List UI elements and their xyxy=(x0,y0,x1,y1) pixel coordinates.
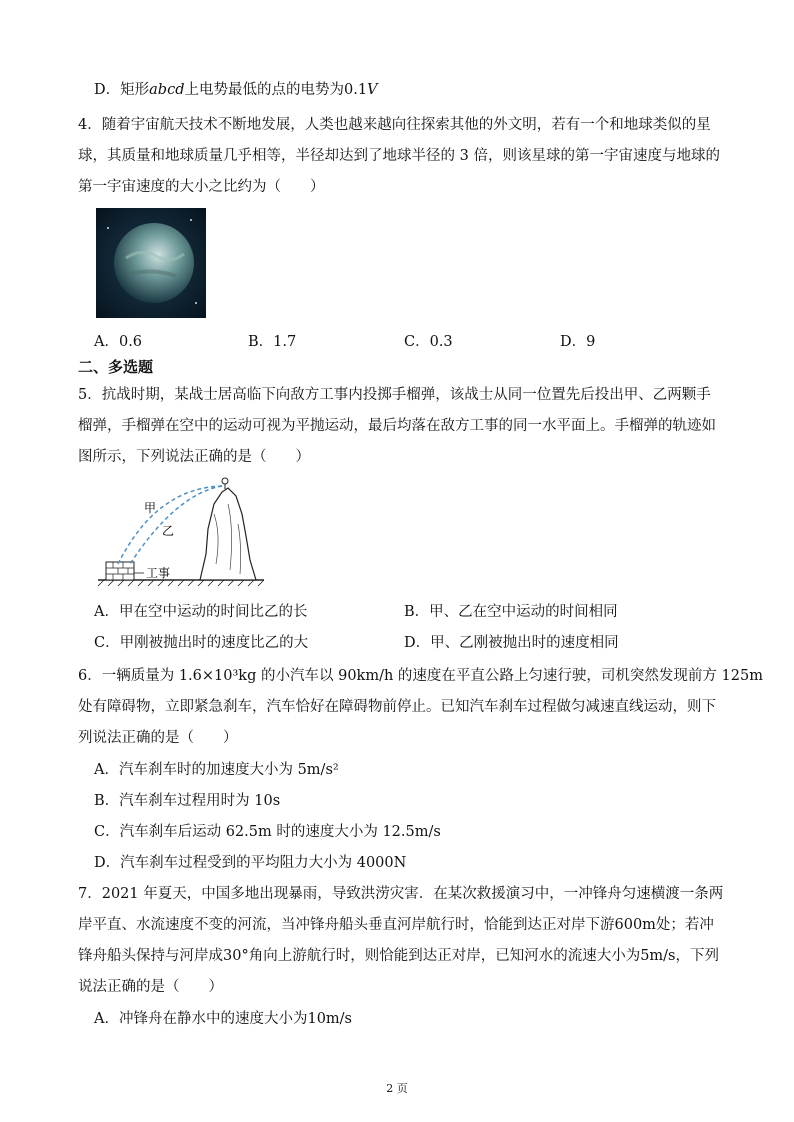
trajectory-label-yi: 乙 xyxy=(162,524,175,538)
q6-text-2: 处有障碍物，立即紧急刹车，汽车恰好在障碍物前停止。已知汽车刹车过程做匀减速直线运动，则下 xyxy=(78,699,716,715)
bunker-label: 工事 xyxy=(146,566,171,580)
q5-option-a: A．甲在空中运动的时间比乙的长 xyxy=(94,604,308,620)
q5-option-b: B．甲、乙在空中运动的时间相同 xyxy=(404,604,618,620)
q4-option-d: D．9 xyxy=(560,334,596,350)
q4-option-b: B．1.7 xyxy=(248,334,297,350)
q7-text-4: 说法正确的是（ ） xyxy=(78,979,223,995)
q4-text-2: 球，其质量和地球质量几乎相等，半径却达到了地球半径的 3 倍，则该星球的第一宇宙速度与地球的 xyxy=(78,148,720,164)
q5-option-c: C．甲刚被抛出时的速度比乙的大 xyxy=(94,635,309,651)
q5-text-3: 图所示，下列说法正确的是（ ） xyxy=(78,449,310,465)
q4-option-c: C．0.3 xyxy=(404,334,453,350)
planet-image xyxy=(96,208,206,318)
q5-option-d: D．甲、乙刚被抛出时的速度相同 xyxy=(404,635,619,651)
q6-option-c: C．汽车刹车后运动 62.5m 时的速度大小为 12.5m/s xyxy=(94,824,441,840)
q7-text-2: 岸平直、水流速度不变的河流，当冲锋舟船头垂直河岸航行时，恰能到达正对岸下游600m处；若冲 xyxy=(78,917,714,933)
q6-option-b: B．汽车刹车过程用时为 10s xyxy=(94,793,281,809)
q5-text-1: 5．抗战时期，某战士居高临下向敌方工事内投掷手榴弹，该战士从同一位置先后投出甲、乙两颗手 xyxy=(78,387,711,403)
q7-option-a: A．冲锋舟在静水中的速度大小为10m/s xyxy=(94,1011,352,1027)
q7-text-3: 锋舟船头保持与河岸成30°角向上游航行时，则恰能到达正对岸，已知河水的流速大小为5m/s，下列 xyxy=(78,948,719,964)
q6-option-a: A．汽车刹车时的加速度大小为 5m/s² xyxy=(94,762,339,778)
q4-text-3: 第一宇宙速度的大小之比约为（ ） xyxy=(78,179,325,195)
trajectory-label-jia: 甲 xyxy=(144,501,157,515)
section-heading: 二、多选题 xyxy=(78,358,154,376)
q5-text-2: 榴弹，手榴弹在空中的运动可视为平抛运动，最后均落在敌方工事的同一水平面上。手榴弹的轨迹如 xyxy=(78,418,716,434)
q6-text-3: 列说法正确的是（ ） xyxy=(78,730,238,746)
q4-option-a: A．0.6 xyxy=(94,334,143,350)
grenade-figure xyxy=(96,474,268,590)
page-footer: 2 页 xyxy=(386,1082,408,1095)
q6-text-1: 6．一辆质量为 1.6×10³kg 的小汽车以 90km/h 的速度在平直公路上匀速行驶，司机突然发现前方 125m xyxy=(78,668,763,684)
q7-text-1: 7．2021 年夏天，中国多地出现暴雨，导致洪涝灾害．在某次救援演习中，一冲锋舟匀速横渡一条两 xyxy=(78,886,724,902)
q6-option-d: D．汽车刹车过程受到的平均阻力大小为 4000N xyxy=(94,855,407,871)
q4-text-1: 4．随着宇宙航天技术不断地发展，人类也越来越向往探索其他的外文明，若有一个和地球类似的星 xyxy=(78,117,711,133)
q3-option-d: D．矩形abcd上电势最低的点的电势为0.1V xyxy=(94,82,378,98)
